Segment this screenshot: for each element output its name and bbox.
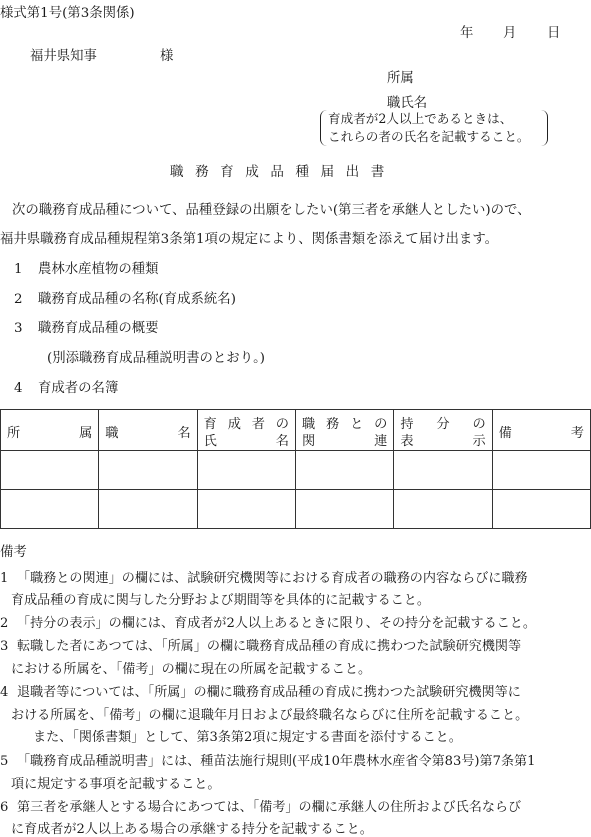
table-cell[interactable] bbox=[492, 490, 590, 529]
list-item-number: 2 bbox=[14, 292, 23, 307]
column-header-text: 表示 bbox=[400, 434, 486, 449]
note-text: 転職した者にあつては、「所属」の欄に職務育成品種の育成に携わつた試験研究機関等 bbox=[17, 639, 522, 654]
table-cell[interactable] bbox=[394, 490, 492, 529]
body-text-line: 次の職務育成品種について、品種登録の出願をしたい(第三者を承継人としたい)ので、 bbox=[12, 203, 531, 218]
bracket-note bbox=[320, 110, 548, 146]
table-cell[interactable] bbox=[394, 451, 492, 490]
column-header-breeder-name bbox=[197, 410, 295, 451]
table-row bbox=[1, 490, 591, 529]
note-line: 育成品種の育成に関与した分野および期間等を具体的に記載すること。 bbox=[11, 593, 430, 608]
note-text: 「職務との関連」の欄には、試験研究機関等における育成者の職務の内容ならびに職務 bbox=[17, 571, 528, 586]
note-line: における所属を、「備考」の欄に現在の所属を記載すること。 bbox=[11, 662, 372, 677]
note-text: 「持分の表示」の欄には、育成者が2人以上あるときに限り、その持分を記載すること。 bbox=[17, 616, 536, 631]
addressee-honorific: 様 bbox=[160, 49, 174, 64]
note-line bbox=[0, 750, 535, 769]
date-year-label: 年 bbox=[460, 26, 474, 41]
table-cell[interactable] bbox=[197, 451, 295, 490]
table-cell[interactable] bbox=[295, 451, 393, 490]
notes-heading: 備考 bbox=[0, 545, 27, 560]
note-text: 第三者を承継人とする場合にあつては、「備考」の欄に承継人の住所および氏名ならび bbox=[17, 800, 522, 815]
note-number: 4 bbox=[0, 685, 9, 700]
note-line bbox=[0, 567, 528, 586]
note-line bbox=[0, 681, 521, 700]
column-header-text: 育成者の bbox=[203, 417, 289, 432]
bracket-note-line: これらの者の氏名を記載すること。 bbox=[328, 129, 530, 144]
list-item bbox=[14, 288, 236, 307]
column-header-affiliation bbox=[1, 410, 99, 451]
note-number: 1 bbox=[0, 571, 9, 586]
note-number: 3 bbox=[0, 639, 9, 654]
column-header-text: 持分の bbox=[400, 417, 486, 432]
table-cell[interactable] bbox=[1, 490, 99, 529]
form-number-label: 様式第1号(第3条関係) bbox=[0, 6, 135, 21]
list-item-text: 職務育成品種の名称(育成系統名) bbox=[38, 292, 236, 307]
column-header-position bbox=[99, 410, 197, 451]
note-line: また、「関係書類」として、第3条第2項に規定する書面を添付すること。 bbox=[33, 730, 462, 745]
table-cell[interactable] bbox=[295, 490, 393, 529]
column-header-text: 所属 bbox=[7, 426, 93, 441]
column-header-text: 職名 bbox=[105, 426, 191, 441]
list-item-text: 育成者の名簿 bbox=[38, 381, 119, 396]
list-item bbox=[14, 377, 118, 396]
note-line: おける所属を、「備考」の欄に退職年月日および最終職名ならびに住所を記載すること。 bbox=[11, 708, 529, 723]
column-header-share bbox=[394, 410, 492, 451]
body-text-line: 福井県職務育成品種規程第3条第1項の規定により、関係書類を添えて届け出ます。 bbox=[0, 232, 499, 247]
list-item bbox=[14, 258, 159, 277]
note-line bbox=[0, 612, 536, 631]
table-cell[interactable] bbox=[197, 490, 295, 529]
list-item-number: 1 bbox=[14, 262, 23, 277]
list-item-number: 4 bbox=[14, 381, 23, 396]
list-item-text: 職務育成品種の概要 bbox=[38, 321, 159, 336]
column-header-text: 氏名 bbox=[203, 434, 289, 449]
note-number: 2 bbox=[0, 616, 9, 631]
note-text: 「職務育成品種説明書」には、種苗法施行規則(平成10年農林水産省令第83号)第7条第1 bbox=[17, 754, 536, 769]
table-row bbox=[1, 451, 591, 490]
table-cell[interactable] bbox=[1, 451, 99, 490]
column-header-text: 職務との bbox=[301, 417, 388, 432]
breeder-roster-table bbox=[0, 409, 591, 529]
note-number: 6 bbox=[0, 800, 9, 815]
name-label: 職氏名 bbox=[387, 96, 428, 111]
note-line: に育成者が2人以上ある場合の承継する持分を記載すること。 bbox=[11, 822, 373, 837]
table-cell[interactable] bbox=[99, 490, 197, 529]
list-item bbox=[14, 317, 159, 336]
date-day-label: 日 bbox=[547, 26, 561, 41]
note-text: 退職者等については、「所属」の欄に職務育成品種の育成に携わつた試験研究機関等に bbox=[17, 685, 521, 700]
note-line: 項に規定する事項を記載すること。 bbox=[11, 777, 221, 792]
table-header-row bbox=[1, 410, 591, 451]
table-cell[interactable] bbox=[99, 451, 197, 490]
affiliation-label: 所属 bbox=[387, 71, 414, 86]
table-cell[interactable] bbox=[492, 451, 590, 490]
column-header-job-relation bbox=[295, 410, 393, 451]
note-line bbox=[0, 796, 521, 815]
bracket-note-line: 育成者が2人以上であるときは、 bbox=[328, 111, 513, 126]
note-number: 5 bbox=[0, 754, 9, 769]
column-header-text: 備考 bbox=[498, 426, 584, 441]
date-month-label: 月 bbox=[503, 26, 517, 41]
list-item-number: 3 bbox=[14, 321, 23, 336]
list-item-subnote: (別添職務育成品種説明書のとおり。) bbox=[47, 351, 265, 366]
column-header-remarks bbox=[492, 410, 590, 451]
addressee: 福井県知事 bbox=[30, 49, 97, 64]
list-item-text: 農林水産植物の種類 bbox=[38, 262, 159, 277]
document-title: 職務育成品種届出書 bbox=[170, 164, 396, 180]
column-header-text: 関連 bbox=[301, 434, 388, 449]
note-line bbox=[0, 635, 521, 654]
